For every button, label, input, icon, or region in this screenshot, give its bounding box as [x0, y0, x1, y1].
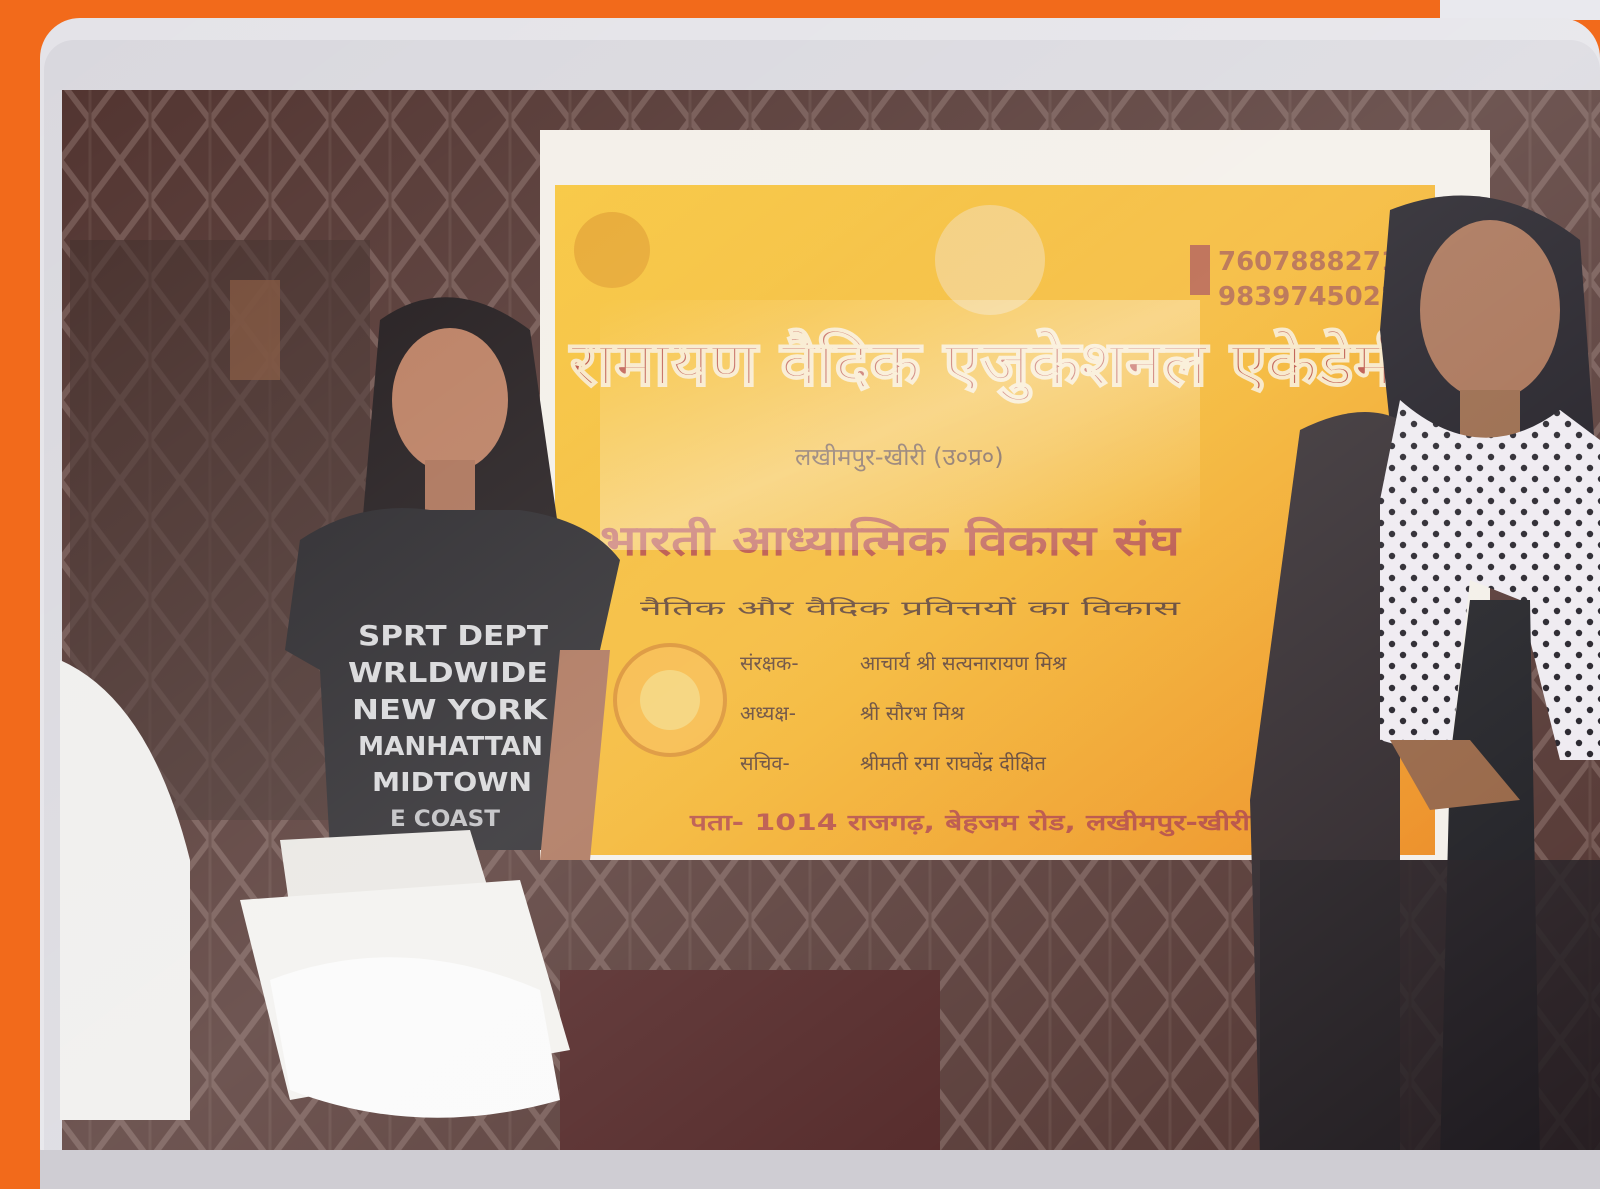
sleeve-edge-bottom	[40, 1150, 1600, 1189]
sleeve-glare	[40, 18, 1600, 1189]
orange-backdrop-right	[1440, 0, 1600, 20]
